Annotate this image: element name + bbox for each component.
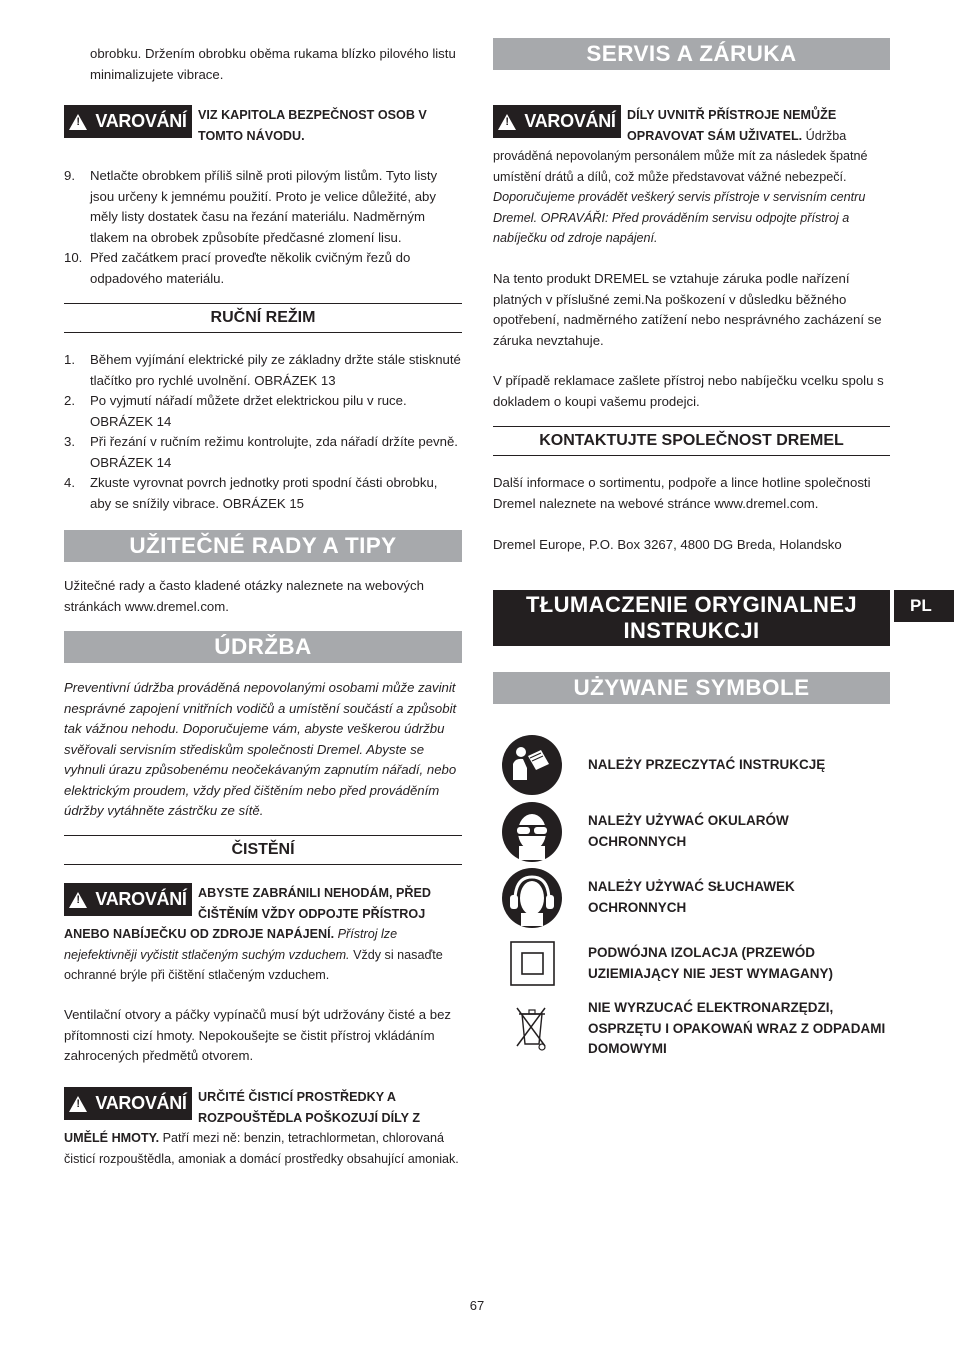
- section-heading-manual-mode: RUČNÍ REŽIM: [64, 303, 462, 333]
- warning-label: VAROVÁNÍ: [95, 111, 187, 131]
- symbol-label: NIE WYRZUCAĆ ELEKTRONARZĘDZI, OSPRZĘTU I OPAKOWAŃ WRAZ Z ODPADAMI DOMOWYMI: [588, 1000, 886, 1056]
- list-item: [64, 166, 462, 248]
- list-item: [64, 391, 462, 432]
- list-number: 2.: [64, 393, 75, 408]
- list-number: 9.: [64, 168, 75, 183]
- section-heading-contact: KONTAKTUJTE SPOLEČNOST DREMEL: [493, 426, 890, 456]
- contact-text: Další informace o sortimentu, podpoře a lince hotline společnosti Dremel naleznete na webové stránce www.dremel.com.: [493, 475, 871, 511]
- list-text: Před začátkem prací proveďte několik cvičným řezů do odpadového materiálu.: [90, 250, 411, 286]
- warning-bold-text: DÍLY UVNITŘ PŘÍSTROJE NEMŮŽE OPRAVOVAT SÁM UŽIVATEL.: [627, 108, 837, 143]
- polish-title-line-2: INSTRUKCJI: [623, 618, 760, 643]
- list-text: Netlačte obrobkem příliš silně proti pilovým listům. Tyto listy jsou určeny k jemnému použití. Proto je velice důležité, aby měly listy dostatek času na řezání materiálu. Nadměrným tlakem na obrobek způsobíte předčasné zlomení lisu.: [90, 168, 438, 245]
- section-band-tips: UŽITEČNÉ RADY A TIPY: [64, 530, 462, 562]
- list-item: [64, 473, 462, 514]
- warning-triangle-icon: [498, 114, 516, 130]
- warranty-text: Na tento produkt DREMEL se vztahuje záruka podle nařízení platných v příslušné zemi.Na poškození v důsledku běžného opotřebení, nadměrného zatížení nebo nesprávného zacházení se záruka nevztahuje.: [493, 271, 882, 348]
- polish-title-band: [493, 590, 890, 646]
- language-tab-pl: PL: [894, 590, 954, 622]
- warning-cleaning: [64, 883, 462, 986]
- address-text: Dremel Europe, P.O. Box 3267, 4800 DG Breda, Holandsko: [493, 537, 842, 552]
- symbol-label: NALEŻY PRZECZYTAĆ INSTRUKCJĘ: [588, 757, 826, 772]
- list-number: 1.: [64, 352, 75, 367]
- list-item: [64, 248, 462, 289]
- warning-badge: [64, 1087, 192, 1120]
- list-text: Zkuste vyrovnat povrch jednotky proti spodní části obrobku, aby se snížily vibrace. OBRÁZEK 15: [90, 475, 438, 511]
- warning-bold-text: URČITÉ ČISTICÍ PROSTŘEDKY A ROZPOUŠTĚDLA POŠKOZUJÍ DÍLY Z UMĚLÉ HMOTY.: [64, 1090, 421, 1145]
- warning-triangle-icon: [69, 114, 87, 130]
- warning-label: VAROVÁNÍ: [95, 889, 187, 909]
- section-band-service: SERVIS A ZÁRUKA: [493, 38, 890, 70]
- list-text: Při řezání v ručním režimu kontrolujte, zda nářadí držíte pevně. OBRÁZEK 14: [90, 434, 458, 470]
- list-number: 10.: [64, 250, 83, 265]
- warning-triangle-icon: [69, 892, 87, 908]
- section-band-symbols: UŻYWANE SYMBOLE: [493, 672, 890, 704]
- warning-italic-text: Doporučujeme provádět veškerý servis přístroje v servisním centru Dremel. OPRAVÁŘI: Před prováděním servisu odpojte přístroj a nabíječku od zdroje napájení.: [493, 190, 866, 245]
- symbol-label: NALEŻY UŻYWAĆ SŁUCHAWEK OCHRONNYCH: [588, 879, 795, 915]
- ear-protection-icon: [501, 867, 563, 929]
- page-number: 67: [469, 1298, 485, 1313]
- maintenance-text: Preventivní údržba prováděná nepovolanými osobami může zavinit nesprávné zapojení vnitřních vodičů a umístění součástí a způsobit tak vážnou nehodu. Doporučujeme vám, abyste veškerou údržbu svěřovali servisním střediskům společnosti Dremel. Abyste se vyhnuli úrazu způsobenému neočekávaným zapnutím nářadí, nebo elektrickým proudem, vždy před čištěním nebo před prováděním údržby vytáhněte zástrčku ze sítě.: [64, 680, 457, 818]
- warning-normal-text: Patří mezi ně: benzin, tetrachlormetan, chlorovaná čisticí rozpouštědla, amoniak a domácí prostředky obsahující amoniak.: [64, 1131, 459, 1166]
- numbered-list-9-10: [64, 166, 462, 289]
- list-number: 4.: [64, 475, 75, 490]
- warning-badge: [64, 105, 192, 138]
- symbol-label: NALEŻY UŻYWAĆ OKULARÓW OCHRONNYCH: [588, 813, 789, 849]
- warning-label: VAROVÁNÍ: [524, 111, 616, 131]
- ventilation-text: Ventilační otvory a páčky vypínačů musí být udržovány čisté a bez přítomnosti cizí hmoty. Nepokoušejte se čistit přístroj vkládáním zahrocených předmětů otvorem.: [64, 1007, 452, 1063]
- claim-text: V případě reklamace zašlete přístroj nebo nabíječku vcelku spolu s dokladem o koupi vašemu prodejci.: [493, 373, 884, 409]
- intro-text: obrobku. Držením obrobku oběma rukama blízko pilového listu minimalizujete vibrace.: [90, 46, 456, 82]
- section-heading-cleaning: ČISTĚNÍ: [64, 835, 462, 865]
- warning-text: VIZ KAPITOLA BEZPEČNOST OSOB V TOMTO NÁVODU.: [198, 108, 427, 143]
- warning-personal-safety: [64, 105, 462, 146]
- list-item: [64, 432, 462, 473]
- warning-badge: [493, 105, 621, 138]
- warning-italic-text: Přístroj lze nejefektivněji vyčistit stlačeným suchým vzduchem.: [64, 927, 398, 962]
- list-text: Během vyjímání elektrické pily ze základny držte stále stisknuté tlačítko pro rychlé uvolnění. OBRÁZEK 13: [90, 352, 461, 388]
- numbered-list-manual: [64, 350, 462, 514]
- double-insulation-icon: [501, 937, 563, 999]
- list-number: 3.: [64, 434, 75, 449]
- tips-text: Užitečné rady a často kladené otázky naleznete na webových stránkách www.dremel.com.: [64, 578, 424, 614]
- warning-bold-text: ABYSTE ZABRÁNILI NEHODÁM, PŘED ČIŠTĚNÍM VŽDY ODPOJTE PŘÍSTROJ ANEBO NABÍJEČKU OD ZDROJE NAPÁJENÍ.: [64, 886, 431, 941]
- list-item: [64, 350, 462, 391]
- polish-title-line-1: TŁUMACZENIE ORYGINALNEJ: [525, 592, 858, 617]
- warning-solvents: [64, 1087, 462, 1169]
- safety-goggles-icon: [501, 801, 563, 863]
- warning-normal-text: Údržba prováděná nepovolaným personálem může mít za následek špatné umístění drátů a dílů, což může představovat vážné nebezpečí.: [493, 128, 868, 184]
- warning-badge: [64, 883, 192, 916]
- list-text: Po vyjmutí nářadí můžete držet elektrickou pilu v ruce. OBRÁZEK 14: [90, 393, 407, 429]
- symbol-label: PODWÓJNA IZOLACJA (PRZEWÓD UZIEMIAJĄCY NIE JEST WYMAGANY): [588, 945, 834, 981]
- warning-triangle-icon: [69, 1096, 87, 1112]
- read-manual-icon: [501, 734, 563, 796]
- warning-service: [493, 105, 890, 249]
- warning-normal-text: Vždy si nasaďte ochranné brýle při čištění stlačeným vzduchem.: [64, 947, 443, 982]
- crossed-bin-icon: [501, 1002, 563, 1064]
- section-band-maintenance: ÚDRŽBA: [64, 631, 462, 663]
- warning-label: VAROVÁNÍ: [95, 1093, 187, 1113]
